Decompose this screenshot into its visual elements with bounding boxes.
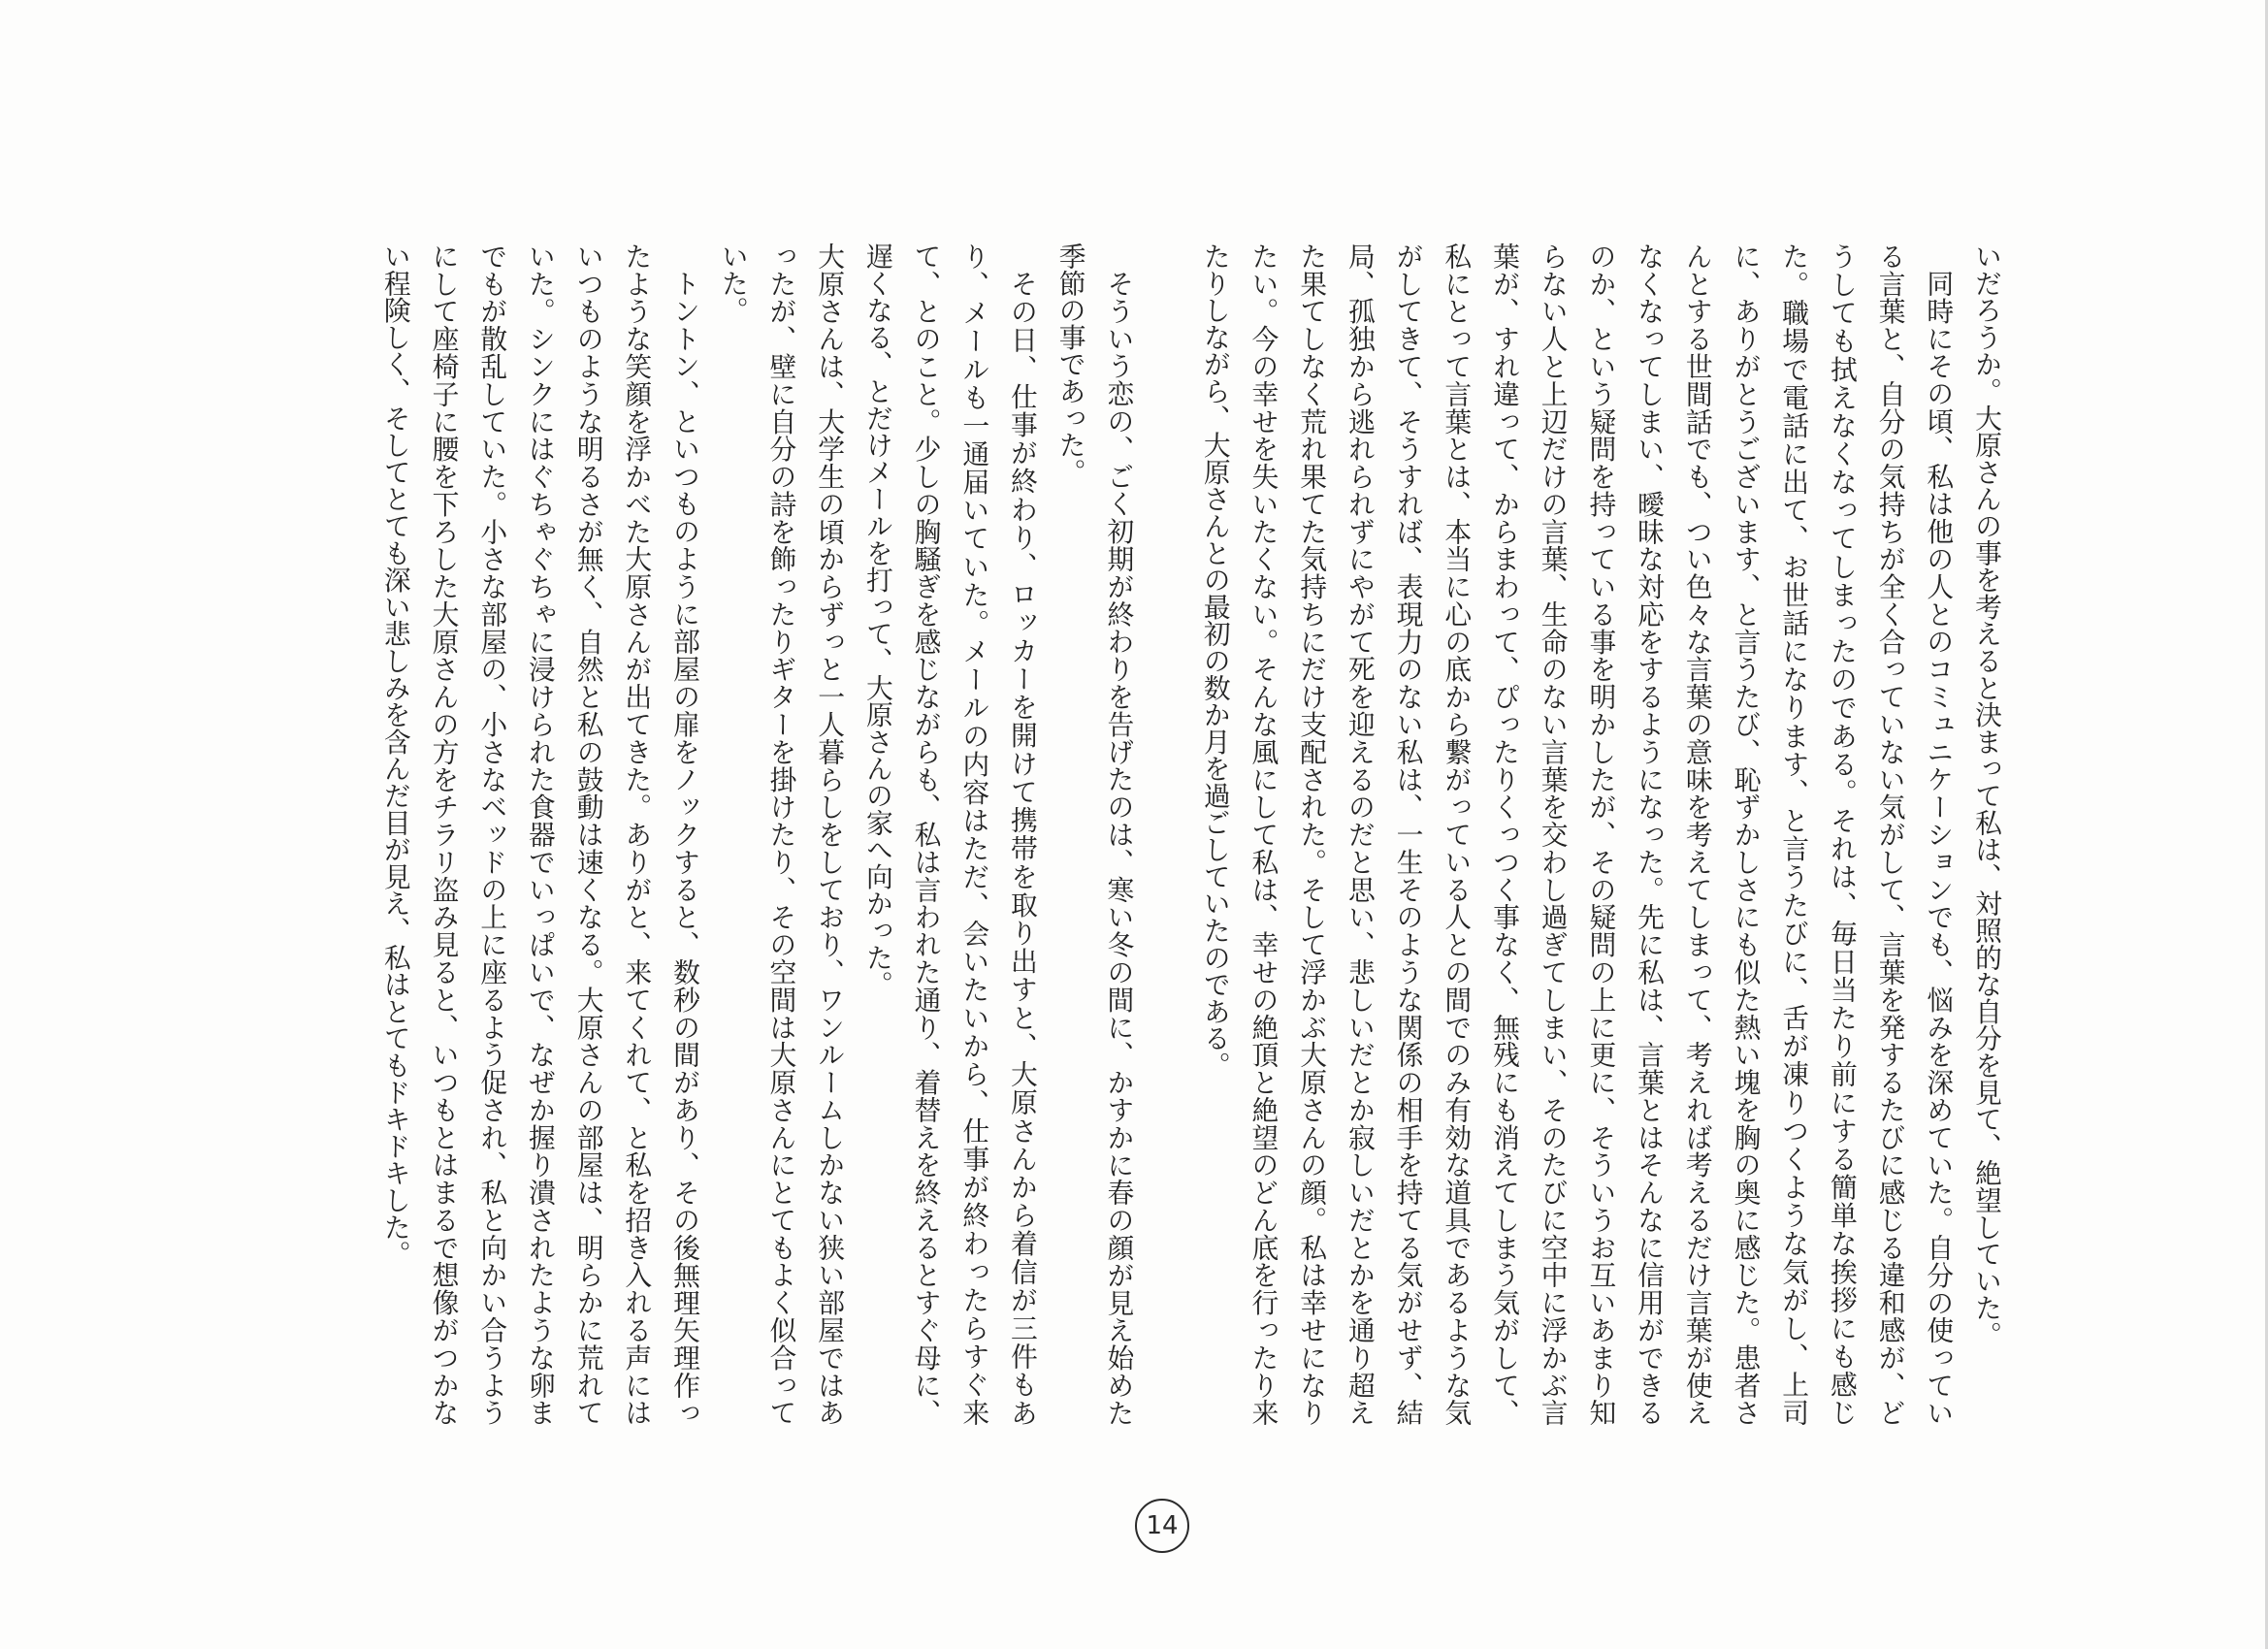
paragraph-1: いだろうか。大原さんの事を考えると決まって私は、対照的な自分を見て、絶望していた。	[1970, 242, 2002, 1348]
paragraph-2: 同時にその頃、私は他の人とのコミュニケーションでも、悩みを深めていた。自分の使っている言葉と、自分の気持ちが全く合っていない気がして、言葉を発するたびに感じる違和感が、どうしても拭えなくなってしまったのである。それは、毎日当たり前にする簡単な挨拶にも感じた。職場で電話に出て、お世話になります、と言うたびに、舌が凍りつくような気がし、上司に、ありがとうございます、と言うたび、恥ずかしさにも似た熱い塊を胸の奥に感じた。患者さんとする世間話でも、つい色々な言葉の意味を考えてしまって、考えれば考えるだけ言葉が使えなくなってしまい、曖昧な対応をするようになった。先に私は、言葉とはそんなに信用ができるのか、という疑問を持っている事を明かしたが、その疑問の上に更に、そういうお互いあまり知らない人と上辺だけの言葉、生命のない言葉を交わし過ぎてしまい、そのたびに空中に浮かぶ言葉が、すれ違って、からまわって、ぴったりくっつく事なく、無残にも消えてしまう気がして、私にとって言葉とは、本当に心の底から繋がっている人との間でのみ有効な道具であるような気がしてきて、そうすれば、表現力のない私は、一生そのような関係の相手を持てる気がせず、結局、孤独から逃れられずにやがて死を迎えるのだと思い、悲しいだとか寂しいだとかを通り超えた果てしなく荒れ果てた気持ちにだけ支配された。そして浮かぶ大原さんの顔。私は幸せになりたい。今の幸せを失いたくない。そんな風にして私は、幸せの絶頂と絶望のどん底を行ったり来たりしながら、大原さんとの最初の数か月を過ごしていたのである。	[1198, 242, 1955, 1426]
paragraph-3: そういう恋の、ごく初期が終わりを告げたのは、寒い冬の間に、かすかに春の顔が見え始めた季節の事であった。	[1053, 242, 1135, 1426]
paragraph-5: 大原さんは、大学生の頃からずっと一人暮らしをしており、ワンルームしかない狭い部屋ではあったが、壁に自分の詩を飾ったりギターを掛けたり、その空間は大原さんにとてもよく似合っていた。	[716, 242, 846, 1426]
section-break	[1142, 242, 1190, 1426]
paragraph-6: トントン、といつものように部屋の扉をノックすると、数秒の間があり、その後無理矢理作ったような笑顔を浮かべた大原さんが出てきた。ありがと、来てくれて、と私を招き入れる声にはいつものような明るさが無く、自然と私の鼓動は速くなる。大原さんの部屋は、明らかに荒れていた。シンクにはぐちゃぐちゃに浸けられた食器でいっぱいで、なぜか握り潰されたような卵までもが散乱していた。小さな部屋の、小さなベッドの上に座るよう促され、私と向かい合うようにして座椅子に腰を下ろした大原さんの方をチラリ盗み見ると、いつもとはまるで想像がつかない程険しく、そしてとても深い悲しみを含んだ目が見え、私はとてもドキドキした。	[378, 242, 701, 1426]
page-number: 14	[1135, 1499, 1189, 1553]
paragraph-4: その日、仕事が終わり、ロッカーを開けて携帯を取り出すと、大原さんから着信が三件もあり、メールも一通届いていた。メールの内容はただ、会いたいから、仕事が終わったらすぐ来て、とのこと。少しの胸騒ぎを感じながらも、私は言われた通り、着替えを終えるとすぐ母に、遅くなる、とだけメールを打って、大原さんの家へ向かった。	[860, 242, 1038, 1426]
vertical-text-body	[371, 242, 2010, 1426]
